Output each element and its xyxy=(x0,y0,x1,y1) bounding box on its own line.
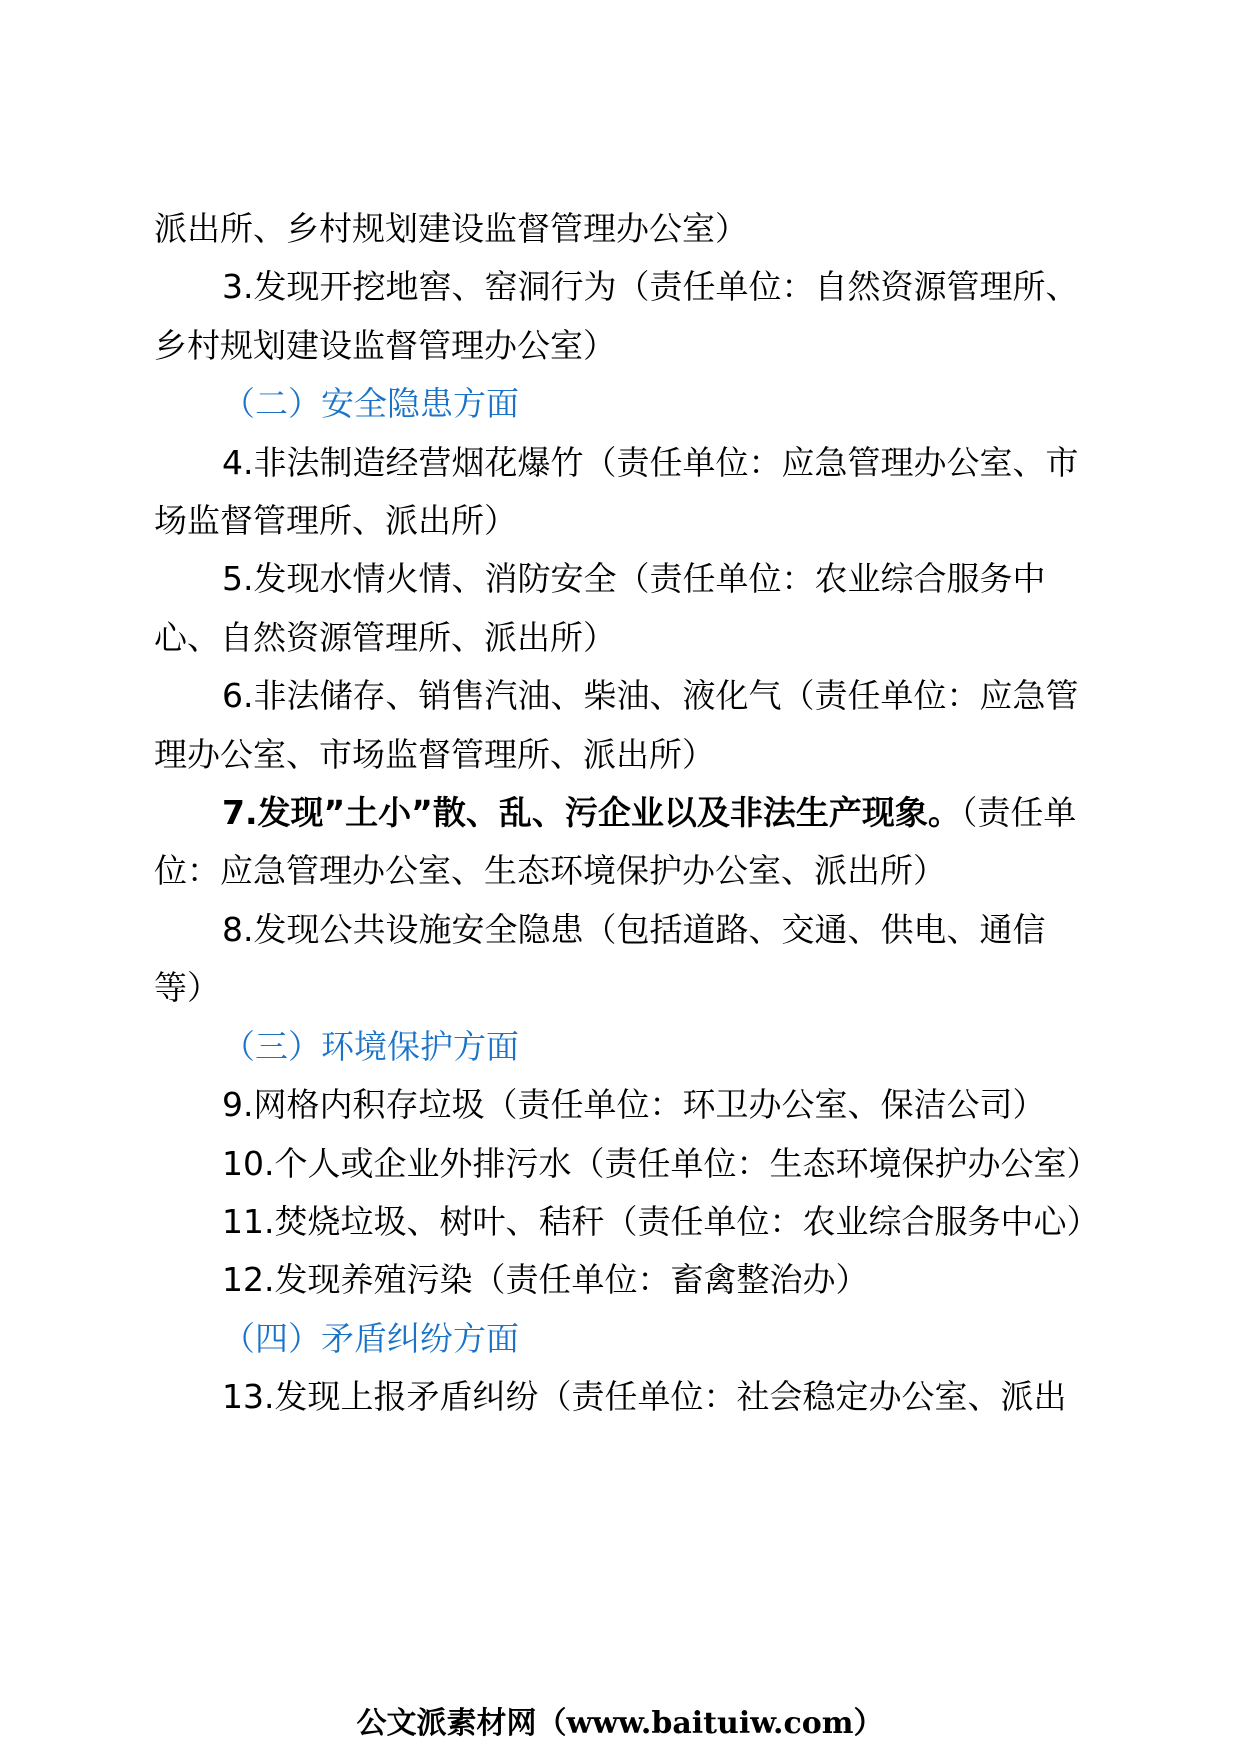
list-item-8: 8.发现公共设施安全隐患（包括道路、交通、供电、通信等） xyxy=(154,909,1046,1008)
list-item-7-bold: 7.发现”土小”散、乱、污企业以及非法生产现象。 xyxy=(222,793,961,833)
list-item-13: 13.发现上报矛盾纠纷（责任单位：社会稳定办公室、派出 xyxy=(222,1377,1067,1417)
list-item-6: 6.非法储存、销售汽油、柴油、液化气（责任单位：应急管理办公室、市场监督管理所、派出所） xyxy=(154,676,1079,774)
list-item-11: 11.焚烧垃圾、树叶、秸秆（责任单位：农业综合服务中心） xyxy=(222,1201,1100,1241)
footer-watermark-text: 公文派素材网（www.baituiw.com） xyxy=(356,1706,884,1741)
list-item-3: 3.发现开挖地窖、窑洞行为（责任单位：自然资源管理所、乡村规划建设监督管理办公室） xyxy=(154,267,1079,365)
paragraph-continuation: 派出所、乡村规划建设监督管理办公室） xyxy=(154,209,748,248)
list-item-7 xyxy=(154,784,1094,901)
list-item-12: 12.发现养殖污染（责任单位：畜禽整治办） xyxy=(222,1260,869,1300)
document-body xyxy=(154,200,1100,1427)
section-heading-environment: （三）环境保护方面 xyxy=(222,1026,519,1066)
list-item-9: 9.网格内积存垃圾（责任单位：环卫办公室、保洁公司） xyxy=(222,1085,1046,1125)
list-item-10: 10.个人或企业外排污水（责任单位：生态环境保护办公室） xyxy=(222,1143,1100,1183)
list-item-5: 5.发现水情火情、消防安全（责任单位：农业综合服务中心、自然资源管理所、派出所） xyxy=(154,559,1046,657)
list-item-4: 4.非法制造经营烟花爆竹（责任单位：应急管理办公室、市场监督管理所、派出所） xyxy=(154,442,1079,541)
section-heading-disputes: （四）矛盾纠纷方面 xyxy=(222,1318,519,1358)
section-heading-safety-hazards: （二）安全隐患方面 xyxy=(222,384,519,424)
list-item-7-rest: （责任单位：应急管理办公室、生态环境保护办公室、派出所） xyxy=(154,793,1077,891)
